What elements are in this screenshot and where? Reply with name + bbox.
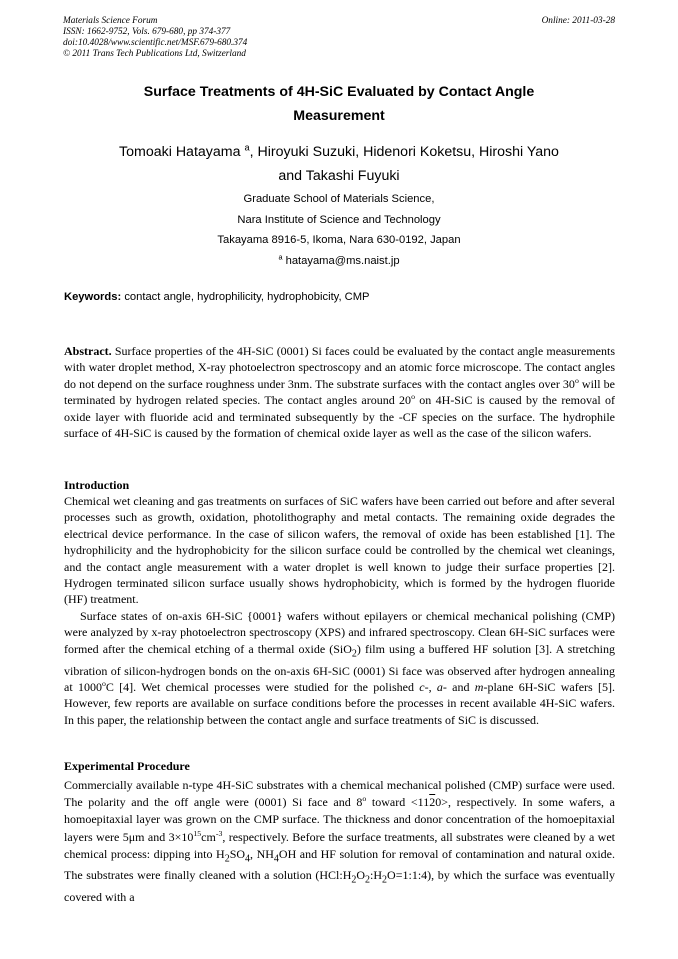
- abstract-text-1: Surface properties of the 4H-SiC (0001) Si faces could be evaluated by the contact angle measurements with water droplet method, X-ray photoelectron spectroscopy and an atomic force microscope. The contact angles do not depend on the surface roughness under 3nm. The substrate surfaces with the contact angles over 30: [64, 344, 616, 391]
- intro-text-c: C [4]. Wet chemical processes were studied for the polished: [105, 680, 420, 695]
- email-line: [60, 251, 618, 272]
- first-author-mark: a: [244, 142, 250, 153]
- affiliation: [60, 189, 618, 271]
- subscript: 2: [365, 874, 371, 886]
- experimental-heading: Experimental Procedure: [64, 759, 190, 773]
- degree-mark: o: [362, 794, 367, 804]
- author-email[interactable]: hatayama@ms.naist.jp: [285, 254, 400, 267]
- online-date: Online: 2011-03-28: [541, 16, 615, 26]
- introduction-paragraph-2: [64, 608, 615, 728]
- title-line-2: Measurement: [293, 108, 385, 124]
- exp-text: , respectively. Before the surface treatments, all substrates were cleaned by a wet chemical process: dipping into H: [64, 829, 615, 861]
- exp-text: O=1:1:4), by which the surface was eventually covered with a: [64, 868, 615, 904]
- authors-line-1: [60, 140, 618, 164]
- degree-mark: o: [574, 375, 579, 385]
- exp-text: toward <11: [366, 795, 430, 810]
- email-mark: a: [278, 252, 283, 262]
- exp-text: O: [356, 868, 366, 883]
- overlined-digit: 2: [429, 795, 436, 810]
- abstract-text-2: will be terminated by hydrogen related species. The contact angles around 20: [64, 376, 615, 408]
- exp-text: OH and HF solution for removal of contamination and natural oxide. The substrates were finally cleaned with a solution (HCl:H: [64, 846, 615, 883]
- exponent: 15: [193, 828, 202, 838]
- introduction-heading: Introduction: [64, 478, 130, 492]
- affiliation-line-3: Takayama 8916-5, Ikoma, Nara 630-0192, Japan: [217, 234, 461, 247]
- keywords: [64, 290, 616, 304]
- subscript: 2: [351, 874, 357, 886]
- exp-text: 0>, respectively. In some wafers, a homoepitaxial layer was grown on the CMP surface. The thickness and donor concentration of the homoepitaxial layers were 5μm and 3×10: [64, 795, 616, 844]
- subscript: 2: [351, 648, 357, 660]
- degree-mark: o: [101, 679, 106, 689]
- keywords-text: contact angle, hydrophilicity, hydrophobicity, CMP: [124, 291, 370, 303]
- affiliation-line-2: Nara Institute of Science and Technology: [237, 213, 441, 226]
- exp-text: cm: [201, 829, 216, 844]
- introduction-paragraph-1: Chemical wet cleaning and gas treatments on surfaces of SiC wafers have been carried out before and after several processes such as growth, oxidation, photolithography and metal contacts. The remaining oxide degrades the electrical device performance. In the case of silicon wafers, the removal of oxide has been established [1]. The hydrophilicity and the hydrophobicity for the silicon surface could be controlled by the chemical wet cleanings, and the contact angle measurement with a water droplet is well known to judge their surface properties [2]. Hydrogen terminated silicon surface usually shows hydrophobicity, which is formed by the hydrogen fluoride (HF) treatment.: [64, 494, 615, 607]
- subscript: 2: [224, 853, 230, 865]
- author-list: [60, 140, 618, 188]
- exp-text: , NH: [250, 846, 274, 861]
- paper-title: [60, 80, 618, 128]
- journal-name: Materials Science Forum: [63, 16, 158, 26]
- subscript: 2: [382, 874, 388, 886]
- separator: - and: [442, 680, 475, 695]
- first-author: Tomoaki Hatayama: [119, 144, 241, 160]
- m-plane-label: m: [474, 680, 484, 695]
- affiliation-line-1: Graduate School of Materials Science,: [243, 193, 435, 205]
- c-plane-label: c: [419, 680, 425, 695]
- abstract-text-3: on 4H-SiC is caused by the removal of oxide layer with fluoride acid and terminated subsequently by the -CF species on the surface. The hydrophile surface of 4H-SiC is caused by the formation of chemical oxide layer as well as the case of the silicon wafers.: [64, 393, 615, 441]
- intro-text-b: ) film using a buffered HF solution [3]. A stretching vibration of silicon-hydrogen bonds on the on-axis 6H-SiC (0001) Si face was observed after hydrogen annealing at 1000: [64, 641, 615, 695]
- authors-line-2: and Takashi Fuyuki: [278, 168, 400, 184]
- subscript: 4: [245, 853, 251, 865]
- intro-text-d: -plane 6H-SiC wafers [5]. However, few reports are available on surface conditions before the processes in recent available 4H-SiC wafers. In this paper, the relationship between the contact angle and surface treatments of SiC is discussed.: [64, 680, 615, 727]
- exponent: -3: [215, 828, 223, 838]
- doi-line: doi:10.4028/www.scientific.net/MSF.679-680.374: [63, 38, 248, 48]
- keywords-label: Keywords:: [64, 291, 122, 303]
- degree-mark: o: [411, 392, 415, 402]
- separator: -,: [424, 680, 437, 695]
- exp-text: Commercially available n-type 4H-SiC substrates with a chemical mechanical polished (CMP) surface were used. The polarity and the off angle were (0001) Si face and 8: [64, 778, 615, 810]
- experimental-paragraph-1: [64, 777, 615, 906]
- other-authors: , Hiroyuki Suzuki, Hidenori Koketsu, Hiroshi Yano: [249, 144, 559, 160]
- abstract: [64, 343, 615, 441]
- exp-text: SO: [229, 846, 246, 861]
- journal-header: [63, 16, 247, 60]
- title-line-1: Surface Treatments of 4H-SiC Evaluated by Contact Angle: [143, 84, 535, 100]
- exp-text: :H: [370, 868, 383, 883]
- subscript: 4: [273, 853, 279, 865]
- issn-line: ISSN: 1662-9752, Vols. 679-680, pp 374-377: [63, 27, 231, 37]
- abstract-label: Abstract.: [64, 344, 112, 358]
- intro-text-a: Surface states of on-axis 6H-SiC {0001} wafers without epilayers or chemical mechanical polishing (CMP) were analyzed by x-ray photoelectron spectroscopy (XPS) and infrared spectroscopy. Clean 6H-SiC surfaces were formed after the chemical etching of a thermal oxide (SiO: [64, 609, 615, 656]
- copyright-line: © 2011 Trans Tech Publications Ltd, Switzerland: [63, 49, 246, 59]
- a-plane-label: a: [436, 680, 443, 695]
